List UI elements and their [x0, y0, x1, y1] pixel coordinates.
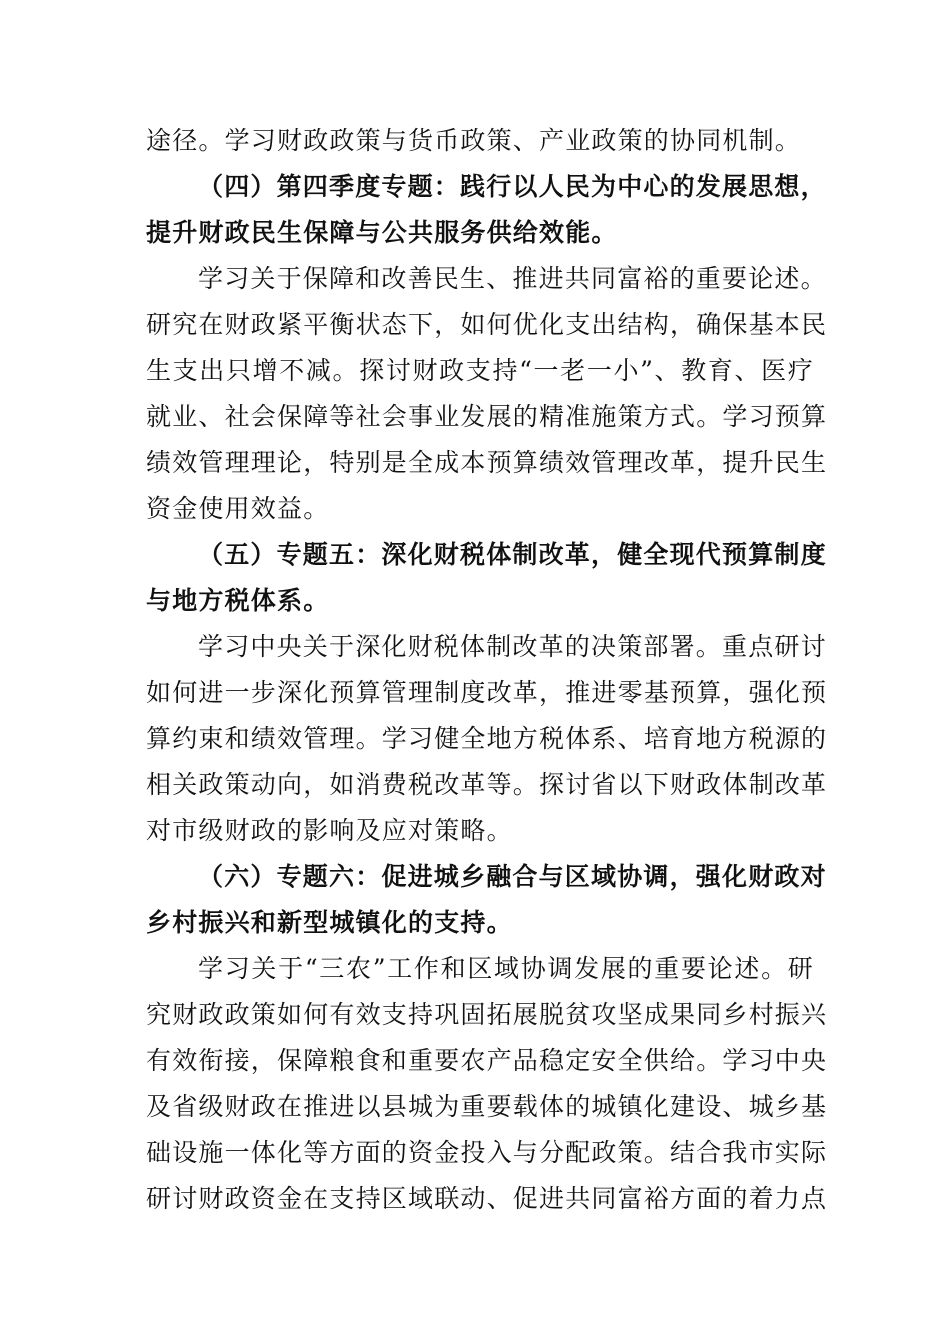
paragraph-line: 算约束和绩效管理。学习健全地方税体系、培育地方税源的: [146, 724, 828, 753]
document-page: [146, 118, 828, 1222]
paragraph-line: 有效衔接，保障粮食和重要农产品稳定安全供给。学习中央: [146, 1046, 828, 1075]
section-heading-5-cont: 与地方税体系。: [146, 586, 330, 615]
paragraph-line: 生支出只增不减。探讨财政支持“一老一小”、教育、医疗: [146, 356, 814, 385]
section-heading-4: （四）第四季度专题：践行以人民为中心的发展思想，: [198, 172, 827, 201]
paragraph-line: 如何进一步深化预算管理制度改革，推进零基预算，强化预: [146, 678, 828, 707]
paragraph-line: 就业、社会保障等社会事业发展的精准施策方式。学习预算: [146, 402, 828, 431]
paragraph-line: 途径。学习财政政策与货币政策、产业政策的协同机制。: [146, 126, 802, 155]
paragraph-line: 研讨财政资金在支持区域联动、促进共同富裕方面的着力点: [146, 1184, 828, 1213]
paragraph-line: 学习关于保障和改善民生、推进共同富裕的重要论述。: [198, 264, 827, 293]
paragraph-line: 础设施一体化等方面的资金投入与分配政策。结合我市实际: [146, 1138, 828, 1167]
paragraph-line: 绩效管理理论，特别是全成本预算绩效管理改革，提升民生: [146, 448, 828, 477]
section-heading-6: （六）专题六：促进城乡融合与区域协调，强化财政对: [198, 862, 827, 891]
paragraph-line: 学习中央关于深化财税体制改革的决策部署。重点研讨: [198, 632, 827, 661]
paragraph-line: 对市级财政的影响及应对策略。: [146, 816, 513, 845]
section-heading-4-cont: 提升财政民生保障与公共服务供给效能。: [146, 218, 618, 247]
paragraph-line: 究财政政策如何有效支持巩固拓展脱贫攻坚成果同乡村振兴: [146, 1000, 828, 1029]
paragraph-line: 学习关于“三农”工作和区域协调发展的重要论述。研: [198, 954, 814, 983]
section-heading-6-cont: 乡村振兴和新型城镇化的支持。: [146, 908, 513, 937]
paragraph-line: 相关政策动向，如消费税改革等。探讨省以下财政体制改革: [146, 770, 828, 799]
section-heading-5: （五）专题五：深化财税体制改革，健全现代预算制度: [198, 540, 827, 569]
paragraph-line: 资金使用效益。: [146, 494, 330, 523]
paragraph-line: 研究在财政紧平衡状态下，如何优化支出结构，确保基本民: [146, 310, 828, 339]
paragraph-line: 及省级财政在推进以县城为重要载体的城镇化建设、城乡基: [146, 1092, 828, 1121]
